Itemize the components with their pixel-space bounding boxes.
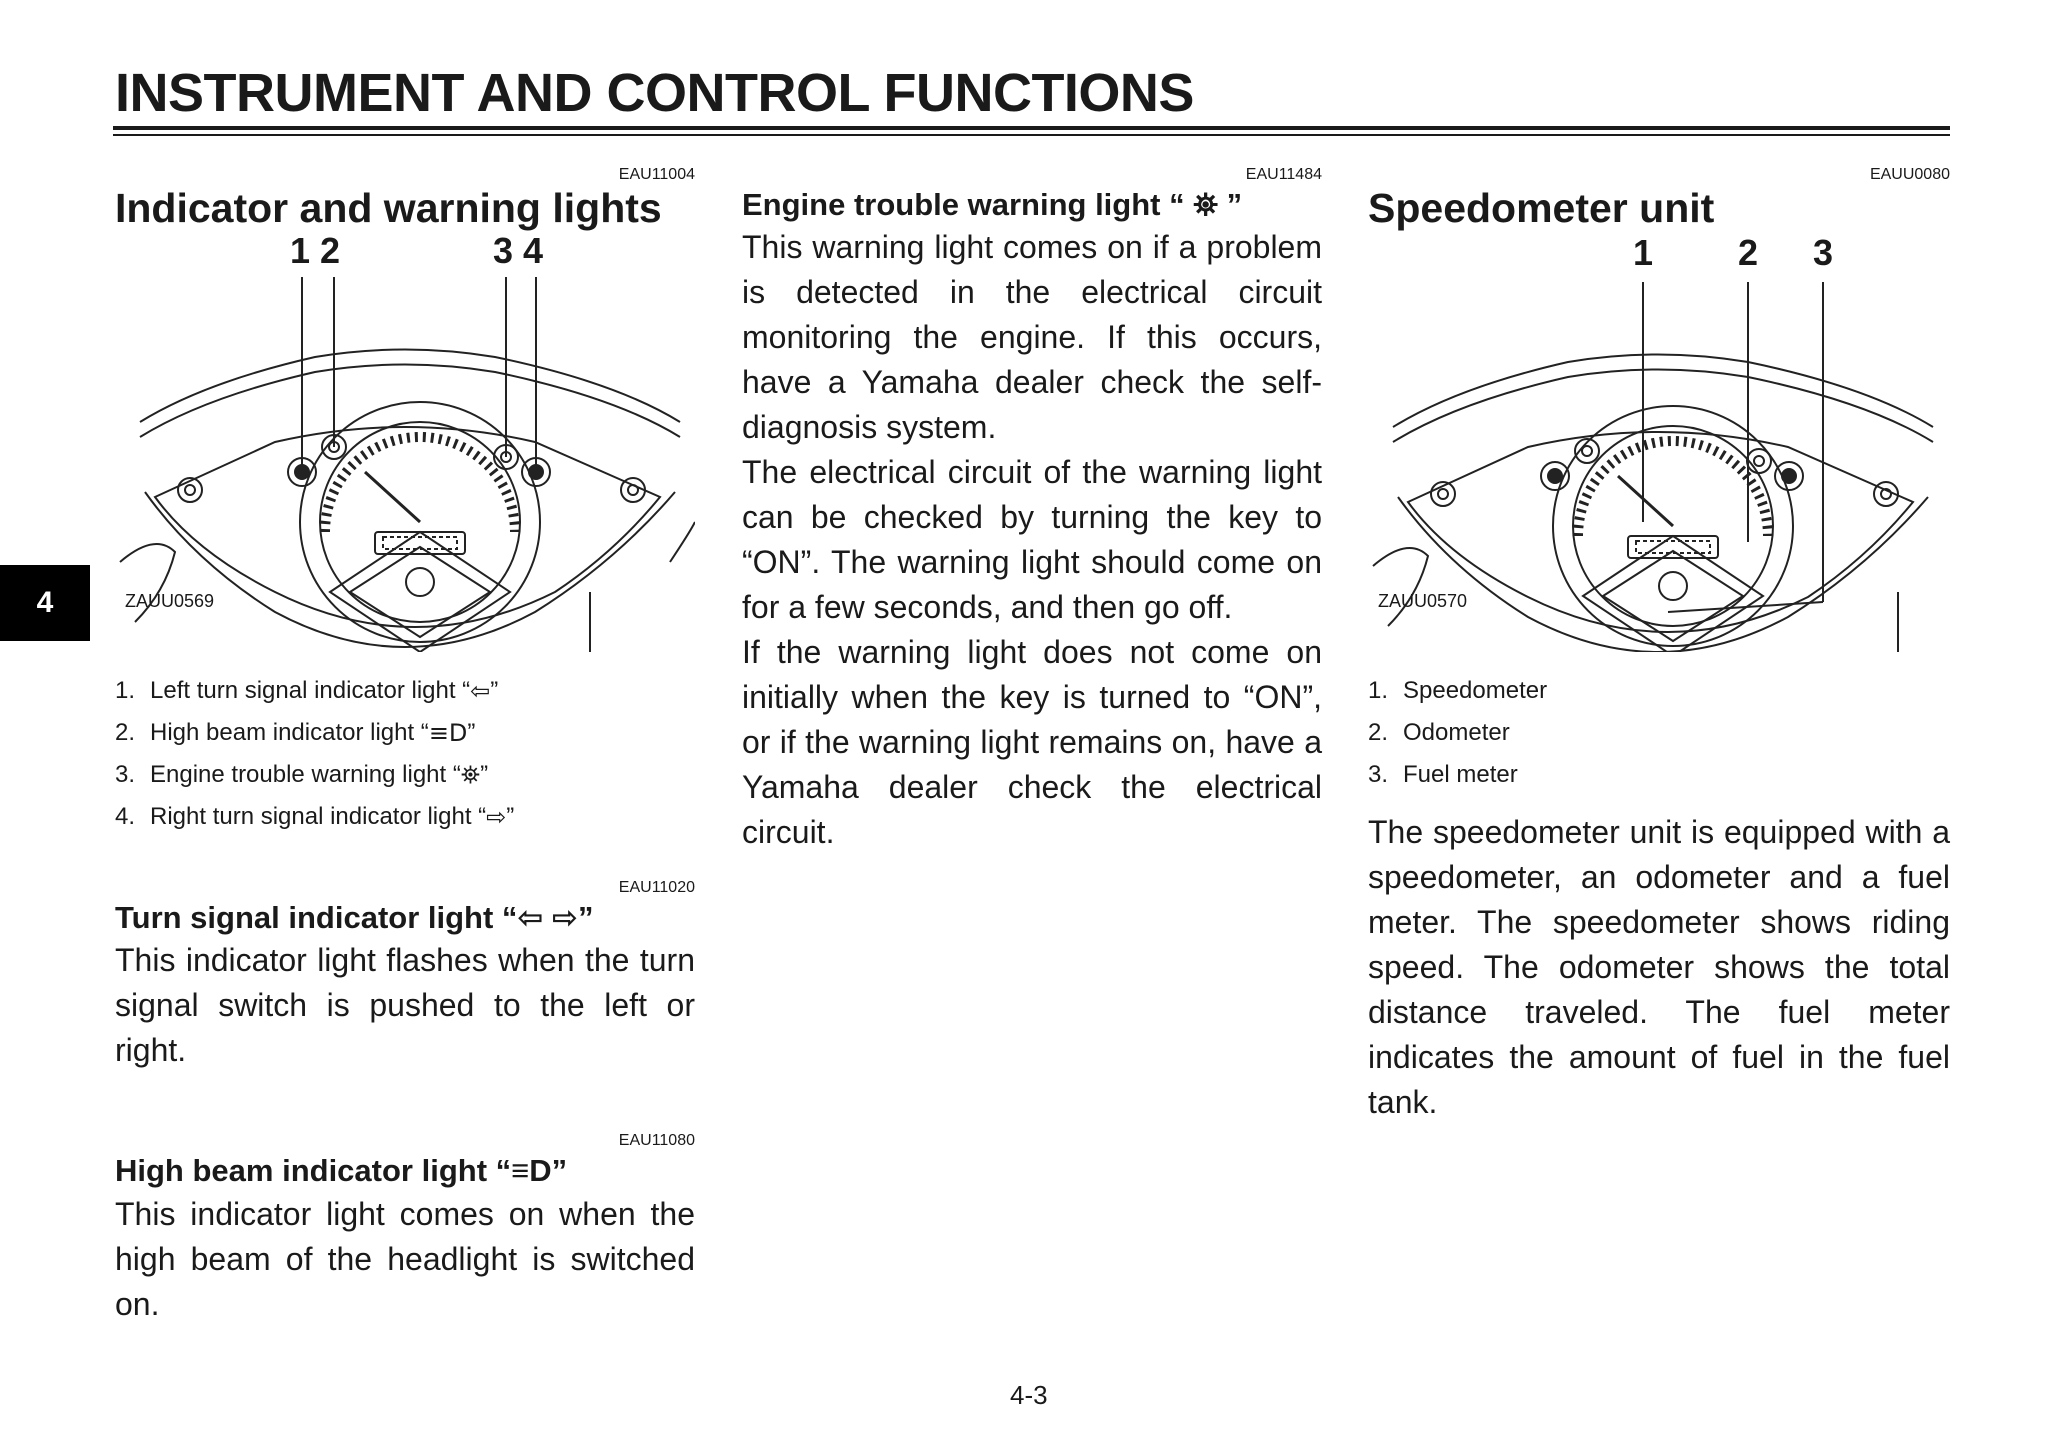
speedometer-figure <box>1368 232 1948 652</box>
figure-id: ZAUU0569 <box>125 591 215 612</box>
callout-2: 2 <box>1738 232 1759 274</box>
engine-icon: ⛯ <box>460 761 481 790</box>
caption-item: 3. Fuel meter <box>1368 761 1518 789</box>
section-code: EAU11020 <box>618 879 695 897</box>
instrument-panel-figure <box>115 232 695 652</box>
right-arrow-icon: ⇨ <box>486 803 507 832</box>
chapter-tab: 4 <box>0 565 90 641</box>
callout-3-4: 3 4 <box>493 230 544 272</box>
left-arrow-icon: ⇦ <box>470 677 491 706</box>
caption-item: 1. Left turn signal indicator light “ ⇦ ” <box>115 670 695 712</box>
figure-caption-list <box>1368 670 1950 796</box>
high-beam-icon: ≡D <box>428 719 468 748</box>
subsection-heading-high-beam: High beam indicator light “≡D” <box>115 1153 568 1189</box>
body-text: The electrical circuit of the warning light can be checked by turning the key to “ON”. The warning light should come on for a few seconds, and then go off. <box>742 454 1322 626</box>
section-code: EAUU0080 <box>1869 166 1950 183</box>
section-heading: Speedometer unit <box>1368 185 1715 231</box>
subsection-heading-turn-signal: Turn signal indicator light “⇦ ⇨” <box>115 900 594 936</box>
callout-3: 3 <box>1813 232 1834 274</box>
section-heading: Indicator and warning lights <box>115 185 662 231</box>
body-text: If the warning light does not come on initially when the key is turned to “ON”, or if the warning light remains on, have a Yamaha dealer check the electrical circuit. <box>742 634 1322 851</box>
speedometer-drawing <box>1368 232 1948 652</box>
figure-caption-list <box>115 670 695 838</box>
figure-id: ZAUU0570 <box>1378 591 1468 612</box>
section-code: EAU11004 <box>618 166 695 183</box>
column-speedometer <box>1368 165 1950 1125</box>
body-text: This warning light comes on if a problem is detected in the electrical circuit monitoring the engine. If this occurs, have a Yamaha dealer check the self-diagnosis system. <box>742 229 1322 446</box>
body-text: The speedometer unit is equipped with a speedometer, an odometer and a fuel meter. The speedometer shows riding speed. The odometer shows the total distance traveled. The fuel meter indicates the amount of fuel in the fuel tank. <box>1368 814 1950 1121</box>
caption-item: 2. High beam indicator light “ ≡D ” <box>115 712 695 754</box>
caption-item: 1. Speedometer <box>1368 677 1548 705</box>
caption-item: 3. Engine trouble warning light “ ⛯ ” <box>115 754 695 796</box>
title-rule-thin <box>113 134 1950 136</box>
caption-item: 2. Odometer <box>1368 719 1510 747</box>
page-number: 4-3 <box>1010 1380 1048 1410</box>
section-code: EAU11080 <box>618 1132 695 1150</box>
subsection-heading-engine-trouble: Engine trouble warning light “ ⛯ ” <box>742 187 1243 222</box>
caption-item: 4. Right turn signal indicator light “ ⇨ ” <box>115 796 695 838</box>
instrument-panel-drawing <box>115 232 695 652</box>
body-text: This indicator light comes on when the high beam of the headlight is switched on. <box>115 1195 695 1322</box>
column-engine-warning <box>742 165 1322 855</box>
callout-1-2: 1 2 <box>290 230 341 272</box>
column-indicator-lights <box>115 165 695 1327</box>
title-rule-thick <box>113 126 1950 130</box>
section-code: EAU11484 <box>1245 166 1322 183</box>
callout-1: 1 <box>1633 232 1654 274</box>
page-title: INSTRUMENT AND CONTROL FUNCTIONS <box>115 63 1194 123</box>
body-text: This indicator light flashes when the turn signal switch is pushed to the left or right. <box>115 942 695 1069</box>
